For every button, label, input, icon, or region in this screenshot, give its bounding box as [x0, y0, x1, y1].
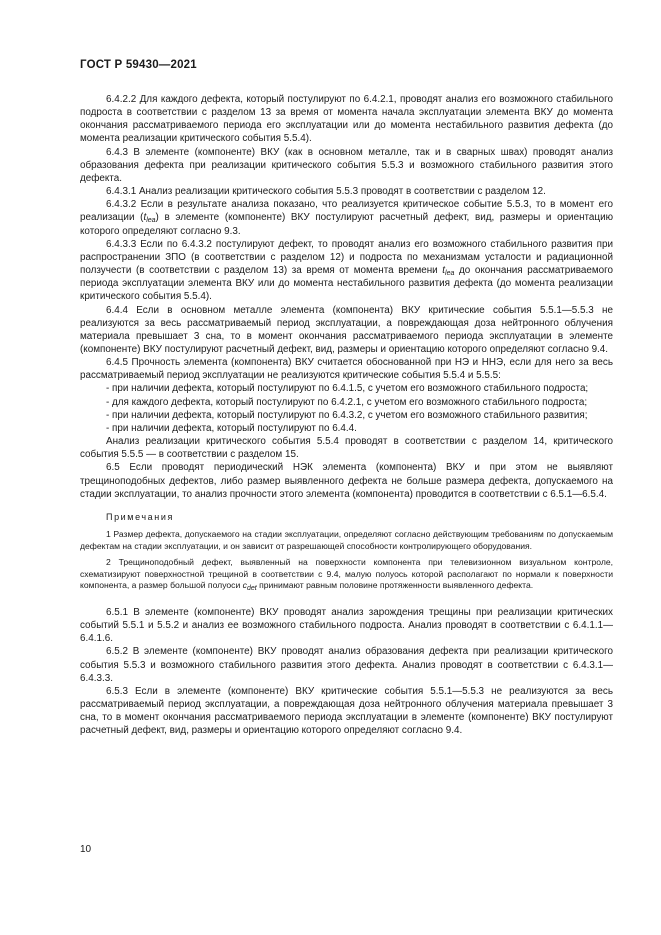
- page-number: 10: [80, 844, 92, 855]
- dash-item-1: - при наличии дефекта, который постулируют по 6.4.1.5, с учетом его возможного стабильного подроста;: [106, 383, 589, 395]
- dash-item-4: - при наличии дефекта, который постулируют по 6.4.4.: [106, 422, 357, 434]
- dash-item-3: - при наличии дефекта, который постулируют по 6.4.3.2, с учетом его возможного стабильного развития;: [106, 409, 588, 421]
- paragraph-6-4-3-1: 6.4.3.1 Анализ реализации критического события 5.5.3 проводят в соответствии с разделом 12.: [106, 186, 546, 198]
- text-segment: 6.4.3.3 Если по 6.4.3.2 постулируют дефект, то проводят анализ его возможного стабильного развития при распространении ЗПО (в соответствии с разделом 12) и подроста по механизмам усталости и радиационной ползучести (в соответствии с разделом 13) за время от момента времени: [80, 238, 613, 277]
- paragraph-6-4-4: 6.4.4 Если в основном металле элемента (компонента) ВКУ критические события 5.5.1—5.5.3 не реализуются за весь рассматриваемый период эксплуатации, а повреждающая доза нейтронного облучения материала превышает 3 сна, то в момент окончания рассматриваемого периода эксплуатации в элементе (компоненте) ВКУ постулируют расчетный дефект, вид, размеры и ориентацию которого определяют согласно 9.4.: [80, 304, 613, 355]
- note-2: [80, 557, 613, 592]
- spacer: [80, 597, 613, 606]
- text-segment: принимают равным половине протяженности выявленного дефекта.: [256, 580, 534, 591]
- text-segment: ) в элементе (компоненте) ВКУ постулируют расчетный дефект, вид, размеры и ориентацию которого определяют согласно 9.3.: [80, 212, 614, 237]
- time-subscript: lea: [445, 270, 455, 278]
- paragraph-6-5-1: 6.5.1 В элементе (компоненте) ВКУ проводят анализ зарождения трещины при реализации критических событий 5.5.1 и 5.5.2 и анализ ее возможного стабильного подроста. Анализ проводят в соответствии с 6.4.1.1—6.4.1.6.: [80, 606, 613, 645]
- paragraph-6-4-5: 6.4.5 Прочность элемента (компонента) ВКУ считается обоснованной при НЭ и ННЭ, если для него за весь рассматриваемый период эксплуатации не реализуются критические события 5.5.4 и 5.5.5:: [80, 357, 613, 382]
- document-body: [80, 93, 613, 738]
- notes-heading: Примечания: [106, 511, 174, 522]
- paragraph-6-4-3-3: [80, 238, 613, 304]
- dash-item-2: - для каждого дефекта, который постулируют по 6.4.2.1, с учетом его возможного стабильного подроста;: [106, 396, 588, 408]
- document-header: ГОСТ Р 59430—2021: [80, 59, 197, 71]
- paragraph-6-4-3-2: [80, 198, 613, 237]
- time-symbol: t: [442, 265, 446, 277]
- text-segment: 2 Трещиноподобный дефект, выявленный на поверхности компонента при телевизионном визуальном контроле, схематизируют поверхностной трещиной в соответствии с 9.4, малую полуось которой располагают по нормали к поверхности компонента, а размер большой полуоси: [80, 557, 613, 591]
- paragraph-analysis: Анализ реализации критического события 5.5.4 проводят в соответствии с разделом 14, критического события 5.5.5 — в соответствии с разделом 15.: [80, 436, 613, 461]
- axis-symbol: c: [242, 580, 247, 591]
- paragraph-6-5: 6.5 Если проводят периодический НЭК элемента (компонента) ВКУ и при этом не выявляют трещиноподобных дефектов, либо размер выявленного дефекта не больше размера дефекта, допускаемого на стадии эксплуатации, то анализ прочности этого элемента (компонента) проводится в соответствии с 6.5.1—6.5.4.: [80, 462, 613, 500]
- paragraph-6-4-3: 6.4.3 В элементе (компоненте) ВКУ (как в основном металле, так и в сварных швах) проводят анализ образования дефекта при реализации критического события 5.5.3 и возможного стабильного развития этого дефекта.: [80, 146, 613, 184]
- paragraph-6-5-3: 6.5.3 Если в элементе (компоненте) ВКУ критические события 5.5.1—5.5.3 не реализуются за весь рассматриваемый период эксплуатации, а повреждающая доза нейтронного облучения материала превышает 3 сна, то в момент окончания рассматриваемого периода эксплуатации в элементе (компоненте) ВКУ постулируют расчетный дефект, вид, размеры и ориентацию которого определяют согласно 9.4.: [80, 685, 613, 737]
- text-segment: 6.4.3.2 Если в результате анализа показано, что реализуется критическое событие 5.5.3, то в момент его реализации (: [80, 199, 613, 224]
- paragraph-6-4-2-2: 6.4.2.2 Для каждого дефекта, который постулируют по 6.4.2.1, проводят анализ его возможного стабильного подроста в соответствии с разделом 13 за время от момента начала эксплуатации элемента ВКУ до момента окончания рассматриваемого периода его эксплуатации или до момента нестабильного развития дефекта (до момента реализации критического события 5.5.4).: [80, 94, 613, 145]
- axis-subscript: det: [246, 585, 257, 593]
- note-1: 1 Размер дефекта, допускаемого на стадии эксплуатации, определяют согласно действующим требованиям по допускаемым дефектам на стадии эксплуатации, и он зависит от разрешающей способности контролирующего оборудования.: [80, 529, 613, 551]
- time-subscript: lea: [146, 217, 156, 225]
- text-segment: до окончания рассматриваемого периода эксплуатации элемента ВКУ или до момента нестабильного развития дефекта (до момента реализации критического события 5.5.4).: [80, 265, 613, 303]
- time-symbol: t: [143, 212, 147, 224]
- paragraph-6-5-2: 6.5.2 В элементе (компоненте) ВКУ проводят анализ образования дефекта при реализации критического события 5.5.3 и возможного стабильного развития этого дефекта. Анализ проводят в соответствии с 6.4.3.1—6.4.3.3.: [80, 646, 613, 684]
